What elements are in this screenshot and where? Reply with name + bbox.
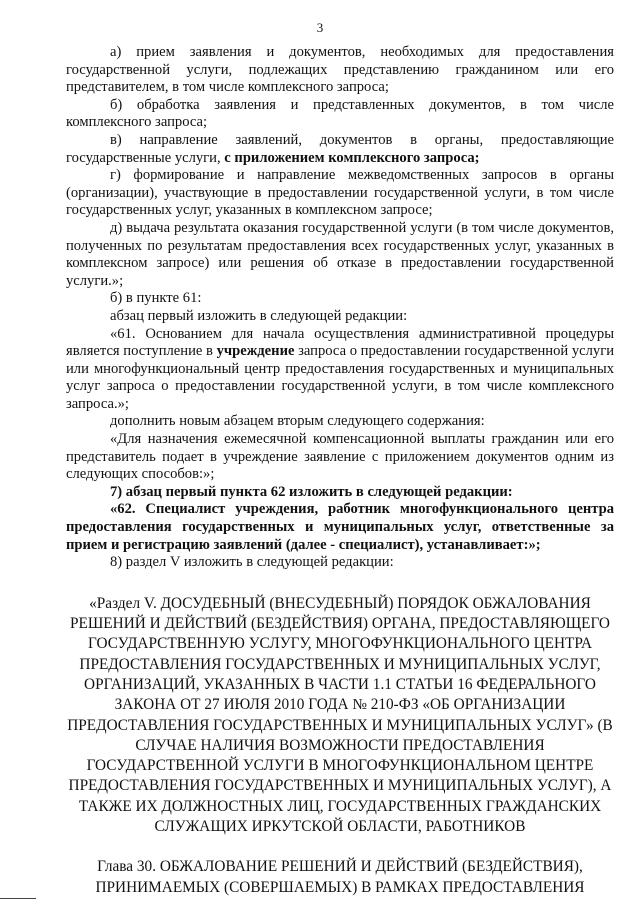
paragraph-item-7: 7) абзац первый пункта 62 изложить в следующей редакции: — [110, 483, 513, 500]
paragraph-item-v — [66, 132, 614, 167]
page-number: 3 — [316, 20, 324, 35]
paragraph-add-abzac: дополнить новым абзацем вторым следующего содержания: — [110, 413, 485, 430]
paragraph-item-b: б) обработка заявления и представленных документов, в том числе комплексного запроса; — [66, 96, 614, 131]
paragraph-item-d: д) выдача результата оказания государственной услуги (в том числе документов, полученных по результатам предоставления всех государственных услуг, указанных в комплексном запросе) или решения об отказе в предоставлении государственной услуги.»; — [66, 219, 614, 289]
paragraph-61-text — [66, 326, 614, 414]
paragraph-compensation: «Для назначения ежемесячной компенсационной выплаты гражданин или его представитель подает в учреждение заявление с приложением документов одним из следующих способов:»; — [66, 431, 614, 483]
paragraph-62-text: «62. Специалист учреждения, работник многофункционального центра предоставления государственных и муниципальных услуг, ответственные за прием и регистрацию заявлений (далее - специалист), устанавливает:»; — [66, 501, 614, 553]
footer-rule — [0, 898, 36, 899]
paragraph-item-8: 8) раздел V изложить в следующей редакции: — [110, 554, 394, 571]
paragraph-61-part2: запроса о предоставлении государственной услуги или многофункциональный центр предоставления государственных и муниципальных услуг запроса о предоставлении государственной услуги, в том числе комплексного запроса.»; — [66, 343, 615, 412]
paragraph-item-g: г) формирование и направление межведомственных запросов в органы (организации), участвующие в предоставлении государственной услуги, в том числе государственных услуг, указанных в комплексном запросе; — [66, 167, 614, 219]
document-body — [66, 44, 614, 898]
paragraph-abzac-first: абзац первый изложить в следующей редакции: — [110, 307, 408, 324]
paragraph-61-part1: «61. Основанием для начала осуществления административной процедуры является поступление в — [66, 325, 614, 360]
section-heading: «Раздел V. ДОСУДЕБНЫЙ (ВНЕСУДЕБНЫЙ) ПОРЯДОК ОБЖАЛОВАНИЯ РЕШЕНИЙ И ДЕЙСТВИЙ (БЕЗДЕЙСТВИЯ) ОРГАНА, ПРЕДОСТАВЛЯЮЩЕГО ГОСУДАРСТВЕННУЮ УСЛУГУ, МНОГОФУНКЦИОНАЛЬНОГО ЦЕНТРА ПРЕДОСТАВЛЕНИЯ ГОСУДАРСТВЕННЫХ И МУНИЦИПАЛЬНЫХ УСЛУГ, ОРГАНИЗАЦИЙ, УКАЗАННЫХ В ЧАСТИ 1.1 СТАТЬИ 16 ФЕДЕРАЛЬНОГО ЗАКОНА ОТ 27 ИЮЛЯ 2010 ГОДА № 210-ФЗ «ОБ ОРГАНИЗАЦИИ ПРЕДОСТАВЛЕНИЯ ГОСУДАРСТВЕННЫХ И МУНИЦИПАЛЬНЫХ УСЛУГ» (В СЛУЧАЕ НАЛИЧИЯ ВОЗМОЖНОСТИ ПРЕДОСТАВЛЕНИЯ ГОСУДАРСТВЕННОЙ УСЛУГИ В МНОГОФУНКЦИОНАЛЬНОМ ЦЕНТРЕ ПРЕДОСТАВЛЕНИЯ ГОСУДАРСТВЕННЫХ И МУНИЦИПАЛЬНЫХ УСЛУГ), А ТАКЖЕ ИХ ДОЛЖНОСТНЫХ ЛИЦ, ГОСУДАРСТВЕННЫХ ГРАЖДАНСКИХ СЛУЖАЩИХ ИРКУТСКОЙ ОБЛАСТИ, РАБОТНИКОВ — [67, 594, 613, 836]
chapter-heading: Глава 30. ОБЖАЛОВАНИЕ РЕШЕНИЙ И ДЕЙСТВИЙ (БЕЗДЕЙСТВИЯ), ПРИНИМАЕМЫХ (СОВЕРШАЕМЫХ) В РАМКАХ ПРЕДОСТАВЛЕНИЯ — [95, 858, 585, 896]
paragraph-point-61: б) в пункте 61: — [110, 290, 202, 307]
paragraph-item-v-text: в) направление заявлений, документов в органы, предоставляющие государственные услуги, — [66, 131, 614, 166]
paragraph-61-bold: учреждение — [216, 343, 295, 360]
paragraph-item-v-bold: с приложением комплексного запроса; — [224, 149, 480, 166]
paragraph-item-a: а) прием заявления и документов, необходимых для предоставления государственной услуги, подлежащих представлению гражданином или его представителем, в том числе комплексного запроса; — [66, 44, 614, 96]
